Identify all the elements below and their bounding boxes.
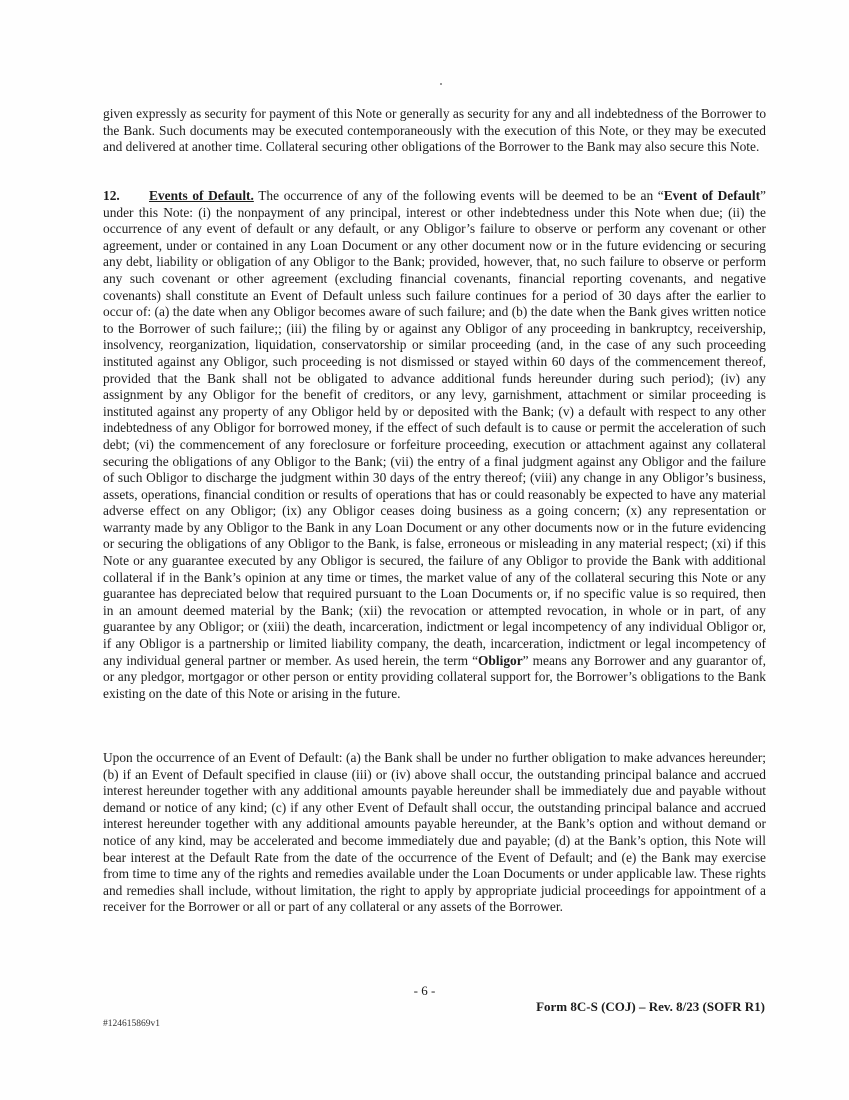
section-title: Events of Default. — [149, 188, 254, 203]
document-id: #124615869v1 — [103, 1019, 160, 1029]
section-text-3: ” means any Borrower and any guarantor of, or any pledgor, mortgagor or other person or entity providing collateral support for, the Borrower’s obligations to the Bank existing on the date of this Note or arising in the future. — [103, 652, 766, 701]
section-12-paragraph — [103, 188, 766, 702]
defined-term-obligor: Obligor — [478, 652, 523, 668]
scan-speck — [440, 83, 442, 85]
section-number: 12. — [103, 188, 120, 203]
remedies-paragraph: Upon the occurrence of an Event of Default: (a) the Bank shall be under no further obligation to make advances hereunder; (b) if an Event of Default specified in clause (iii) or (iv) above shall occur, the outstanding principal balance and accrued interest hereunder together with any additional amounts payable hereunder shall be immediately due and payable without demand or notice of any kind; (c) if any other Event of Default shall occur, the outstanding principal balance and accrued interest hereunder together with any additional amounts payable hereunder, at the Bank’s option and without demand or notice of any kind, may be accelerated and become immediately due and payable; (d) at the Bank’s option, this Note will bear interest at the Default Rate from the date of the occurrence of the Event of Default; and (e) the Bank may exercise from time to time any of the rights and remedies available under the Loan Documents or under applicable law. These rights and remedies shall include, without limitation, the right to apply by appropriate judicial proceedings for appointment of a receiver for the Borrower or all or part of any collateral or any assets of the Borrower. — [103, 750, 766, 915]
form-identifier: Form 8C-S (COJ) – Rev. 8/23 (SOFR R1) — [536, 999, 765, 1014]
intro-paragraph: given expressly as security for payment of this Note or generally as security for any and all indebtedness of the Borrower to the Bank. Such documents may be executed contemporaneously with the execution of this Note, or they may be executed and delivered at another time. Collateral securing other obligations of the Borrower to the Bank may also secure this Note. — [103, 106, 767, 155]
page-number: - 6 - — [413, 983, 436, 998]
section-text-2: ” under this Note: (i) the nonpayment of any principal, interest or other indebtedness under this Note when due; (ii) the occurrence of any event of default or any default, or any Obligor’s failure to observe or perform any covenant or other agreement, under or contained in any Loan Document or any other document now or in the future evidencing or securing any debt, liability or obligation of any Obligor to the Bank; provided, however, that, no such failure to observe or perform any such covenant or other agreement (excluding financial covenants, financial reporting covenants, and negative covenants) shall constitute an Event of Default unless such failure continues for a period of 30 days after the earlier to occur of: (a) the date when any Obligor becomes aware of such failure; and (b) the date when the Bank gives written notice to the Borrower of such failure;; (iii) the filing by or against any Obligor of any proceeding in bankruptcy, receivership, insolvency, reorganization, liquidation, conservatorship or similar proceeding (and, in the case of any such proceeding instituted against any Obligor, such proceeding is not dismissed or stayed within 60 days of the commencement thereof, provided that the Bank shall not be obligated to advance additional funds hereunder during such period); (iv) any assignment by any Obligor for the benefit of creditors, or any levy, garnishment, attachment or similar proceeding is instituted against any property of any Obligor held by or deposited with the Bank; (v) a default with respect to any other indebtedness of any Obligor for borrowed money, if the effect of such default is to cause or permit the acceleration of such debt; (vi) the commencement of any foreclosure or forfeiture proceeding, execution or attachment against any collateral securing the obligations of any Obligor to the Bank; (vii) the entry of a final judgment against any Obligor and the failure of such Obligor to discharge the judgment within 30 days of the entry thereof; (viii) any change in any Obligor’s business, assets, operations, financial condition or results of operations that has or could reasonably be expected to have any material adverse effect on any Obligor; (ix) any Obligor ceases doing business as a going concern; (x) any representation or warranty made by any Obligor to the Bank in any Loan Document or any other documents now or in the future evidencing or securing the obligations of any Obligor to the Bank, is false, erroneous or misleading in any material respect; (xi) if this Note or any guarantee executed by any Obligor is secured, the failure of any Obligor to provide the Bank with additional collateral if in the Bank’s opinion at any time or times, the market value of any of the collateral securing this Note or any guarantee has depreciated below that required pursuant to the Loan Documents or, if no specific value is so required, then in an amount deemed material by the Bank; (xii) the revocation or attempted revocation, in whole or in part, of any guarantee by any Obligor; or (xiii) the death, incarceration, indictment or legal incompetency of any individual Obligor or, if any Obligor is a partnership or limited liability company, the death, incarceration, indictment or legal incompetency of any individual general partner or member. As used herein, the term “ — [103, 188, 766, 668]
section-text-1: The occurrence of any of the following events will be deemed to be an “ — [253, 188, 664, 203]
defined-term-event-of-default: Event of Default — [663, 188, 761, 203]
